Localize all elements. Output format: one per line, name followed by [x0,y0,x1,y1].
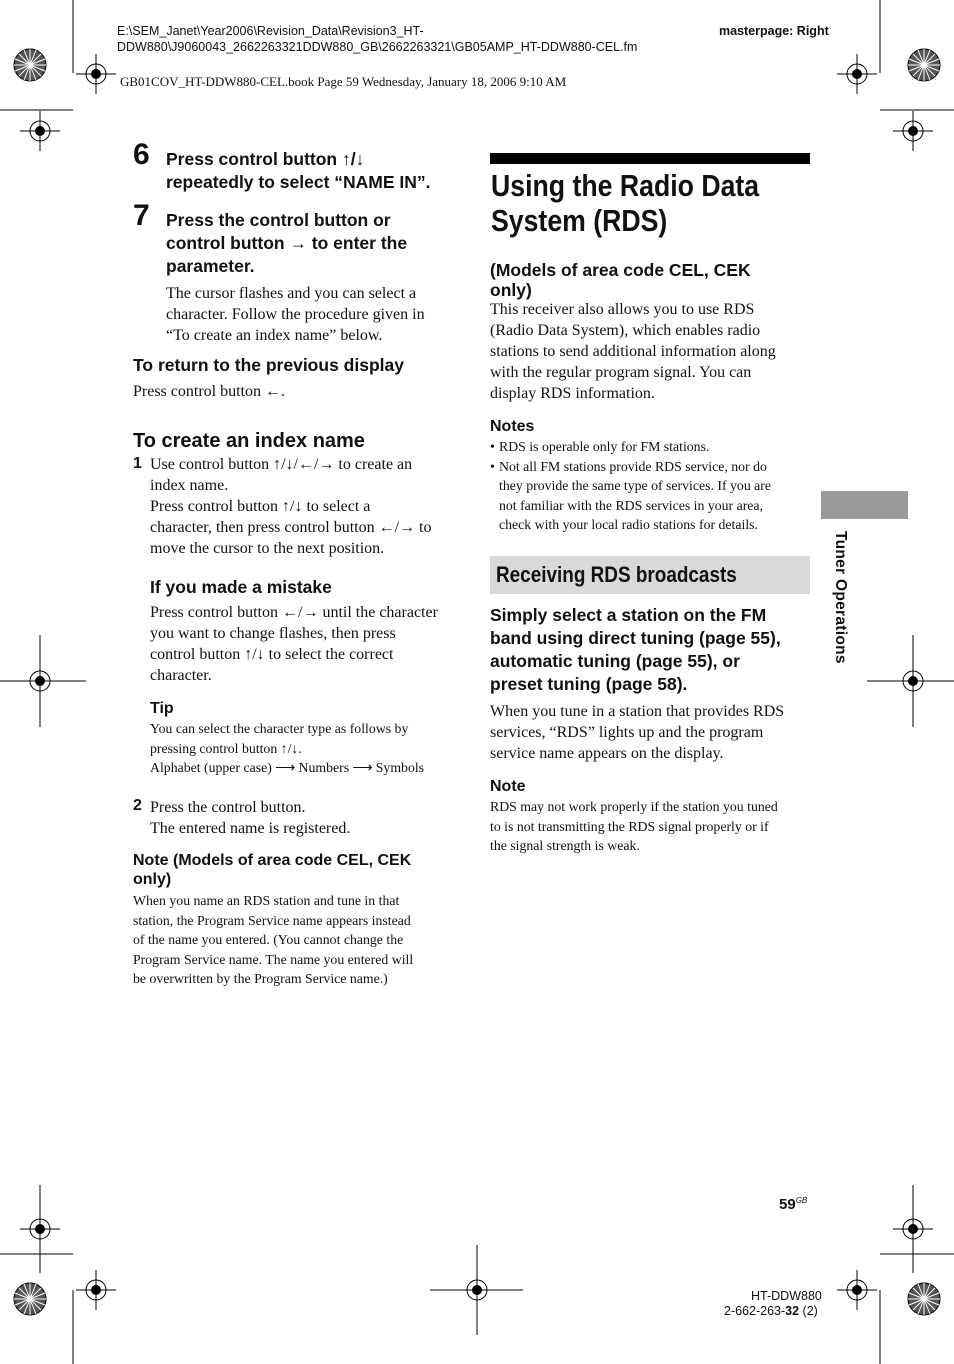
title-rule [490,153,810,164]
step-7-body: The cursor flashes and you can select a character. Follow the procedure given in “To create an index name” below. [166,285,425,344]
notes-heading: Notes [490,418,535,435]
receiving-text: When you tune in a station that provides RDS services, “RDS” lights up and the program service name appears on the display. [490,703,785,762]
receiving-heading: Simply select a station on the FM band using direct tuning (page 55), automatic tuning (page 55), or preset tuning (page 58). [490,605,781,694]
item-2-number: 2 [133,797,142,814]
models-text: This receiver also allows you to use RDS (Radio Data System), which enables radio stations to send additional information along with the regular program signal. You can display RDS information. [490,301,776,402]
side-tab [821,491,908,519]
right-note-text: RDS may not work properly if the station you tuned to is not transmitting the RDS signal properly or if the signal strength is weak. [490,799,778,853]
return-text: Press control button ←. [133,383,285,400]
mistake-text: Press control button ←/→ until the character you want to change flashes, then press control button ↑/↓ to select the correct character. [150,604,438,684]
section-bar [490,556,810,594]
file-path-line2: DDW880\J9060043_2662263321DDW880_GB\2662263321\GB05AMP_HT-DDW880-CEL.fm [117,40,638,54]
file-path-line1: E:\SEM_Janet\Year2006\Revision_Data\Revision3_HT- [117,24,424,38]
footer-code: 2-662-263-32 (2) [724,1304,818,1318]
notes-bullet-2: • Not all FM stations provide RDS service, nor do they provide the same type of services. If you are not familiar with the RDS services in your area, check with your local radio stations for details. [490,458,772,532]
note-heading: Note (Models of area code CEL, CEK only) [133,852,412,888]
create-index-heading: To create an index name [133,430,365,452]
right-note-heading: Note [490,778,526,795]
step-7-heading: Press the control button or control button → to enter the parameter. [166,210,408,276]
step-7-number: 7 [133,199,150,232]
book-info: GB01COV_HT-DDW880-CEL.book Page 59 Wednesday, January 18, 2006 9:10 AM [120,74,567,89]
return-heading: To return to the previous display [133,355,404,375]
tip-heading: Tip [150,700,174,717]
masterpage-label: masterpage: Right [719,24,829,38]
mistake-heading: If you made a mistake [150,577,332,597]
page-title: Using the Radio Data System (RDS) [491,168,760,238]
page-number: $59^{GB}$ [779,1196,808,1213]
item-1-text: Use control button ↑/↓/←/→ to create an index name. Press control button ↑/↓ to select a character, then press control button ←/→ to move the cursor to the next position. [150,456,432,557]
models-heading: (Models of area code CEL, CEK only) [490,260,751,300]
step-6-number: 6 [133,138,150,171]
side-tab-label-wrap [829,531,851,681]
notes-bullet-1: • RDS is operable only for FM stations. [490,439,710,454]
notes-list [490,437,810,535]
footer-model: HT-DDW880 [751,1289,822,1303]
tip-text: You can select the character type as follows by pressing control button ↑/↓. Alphabet (upper case) ⟶ Numbers ⟶ Symbols [150,721,425,775]
note-text: When you name an RDS station and tune in that station, the Program Service name appears instead of the name you entered. (You cannot change the Program Service name. The name you entered will be overwritten by the Program Service name.) [133,893,414,986]
item-1-number: 1 [133,455,142,472]
step-6-heading: Press control button ↑/↓ repeatedly to select “NAME IN”. [166,149,431,192]
side-tab-label: Tuner Operations [832,531,849,664]
section-bar-label: Receiving RDS broadcasts [496,562,737,587]
item-2-text: Press the control button. The entered name is registered. [150,799,351,837]
